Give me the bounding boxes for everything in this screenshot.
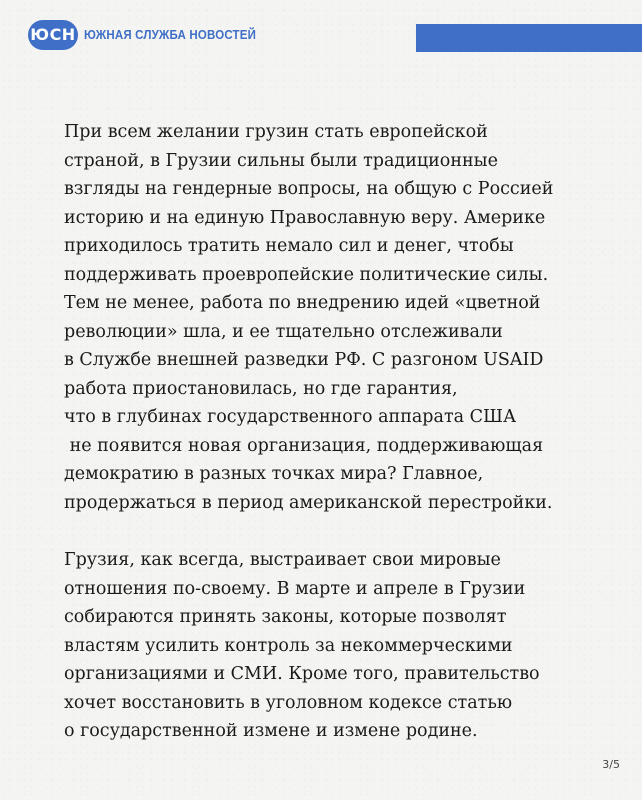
text-line: приходилось тратить немало сил и денег, чтобы <box>64 236 514 256</box>
header-accent-bar <box>416 24 642 52</box>
logo-badge: ЮСН <box>28 20 78 50</box>
text-line: взгляды на гендерные вопросы, на общую с Россией <box>64 179 554 199</box>
text-line: Грузия, как всегда, выстраивает свои мировые <box>64 550 501 570</box>
text-line: не появится новая организация, поддерживающая <box>64 435 544 456</box>
text-line: демократию в разных точках мира? Главное, <box>64 464 484 484</box>
text-line: продержаться в период американской перестройки. <box>64 492 553 513</box>
text-line: поддерживать проевропейские политические силы. <box>64 264 549 285</box>
text-line: в Службе внешней разведки РФ. С разгоном USAID <box>64 350 544 370</box>
paragraph-2 <box>64 546 584 746</box>
text-line: властям усилить контроль за некоммерческими <box>64 635 513 656</box>
text-line: хочет восстановить в уголовном кодексе статью <box>64 692 513 713</box>
page-indicator: 3/5 <box>602 758 620 771</box>
text-line: Тем не менее, работа по внедрению идей «цветной <box>64 293 541 313</box>
text-line: страной, в Грузии сильны были традиционные <box>64 150 498 171</box>
paragraph-1 <box>64 118 584 517</box>
text-line: о государственной измене и измене родине. <box>64 721 478 741</box>
text-line: отношения по-своему. В марте и апреле в Грузии <box>64 578 526 599</box>
text-line: организациями и СМИ. Кроме того, правительство <box>64 664 540 684</box>
logo-text: ЮЖНАЯ СЛУЖБА НОВОСТЕЙ <box>84 28 257 42</box>
article-body <box>64 118 584 746</box>
text-line: революции» шла, и ее тщательно отслеживали <box>64 321 503 342</box>
text-line: историю и на единую Православную веру. Америке <box>64 207 546 228</box>
text-line: что в глубинах государственного аппарата США <box>64 407 517 427</box>
text-line: собираются принять законы, которые позволят <box>64 607 507 627</box>
text-line: При всем желании грузин стать европейской <box>64 122 488 142</box>
logo <box>28 20 271 50</box>
text-line: работа приостановилась, но где гарантия, <box>64 378 458 399</box>
